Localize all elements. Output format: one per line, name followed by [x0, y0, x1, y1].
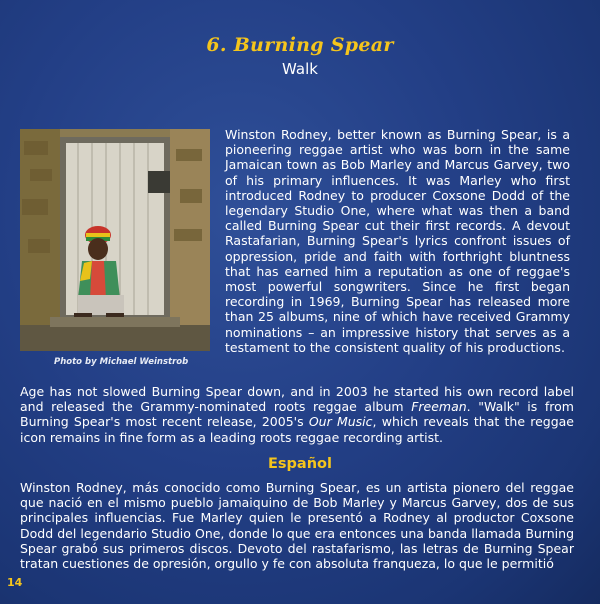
intro-paragraph: Winston Rodney, better known as Burning Spear, is a pioneering reggae artist who was born in the same Jamaican town as Bob Marley and Marcus Garvey, two of his primary influences. It was Marley who first introduced Rodney to producer Coxsone Dodd of the legendary Studio One, where what was then a band called Burning Spear cut their first records. A devout Rastafarian, Burning Spear's lyrics confront issues of oppression, pride and faith with forthright bluntness that has earned him a reputation as one of reggae's most powerful songwriters. Since he first began recording in 1969, Burning Spear has released more than 25 albums, nine of which have received Grammy nominations – an impressive history that serves as a testament to the consistent quality of his productions.: [225, 127, 570, 355]
album-title-freeman: Freeman: [411, 399, 467, 415]
album-title-our-music: Our Music: [308, 414, 373, 430]
track-title: 6. Burning Spear: [206, 34, 394, 56]
page-number: 14: [7, 576, 23, 589]
age-text-2: . "Walk" is from Burning Spear's most recent release, 2005's: [20, 399, 574, 430]
artist-photo: [20, 129, 210, 351]
photo-credit: Photo by Michael Weinstrob: [54, 357, 189, 367]
age-paragraph: [20, 384, 574, 445]
spanish-paragraph: Winston Rodney, más conocido como Burning Spear, es un artista pionero del reggae que nació en el mismo pueblo jamaiquino de Bob Marley y Marcus Garvey, dos de sus principales influencias. Fue Marley quien le presentó a Rodney al productor Coxsone Dodd del legendario Studio One, donde lo que era entonces una banda llamada Burning Spear grabó sus primeros discos. Devoto del rastafarismo, las letras de Burning Spear tratan cuestiones de opresión, orgullo y fe con absoluta franqueza, lo que le permitió: [20, 480, 574, 572]
spanish-heading: Español: [268, 456, 332, 472]
age-text-1: Age has not slowed Burning Spear down, and in 2003 he started his own record label and released the Grammy-nominated roots reggae album: [20, 384, 574, 415]
song-title: Walk: [282, 60, 318, 78]
age-text-3: , which reveals that the reggae icon remains in fine form as a leading roots reggae recording artist.: [20, 414, 575, 445]
